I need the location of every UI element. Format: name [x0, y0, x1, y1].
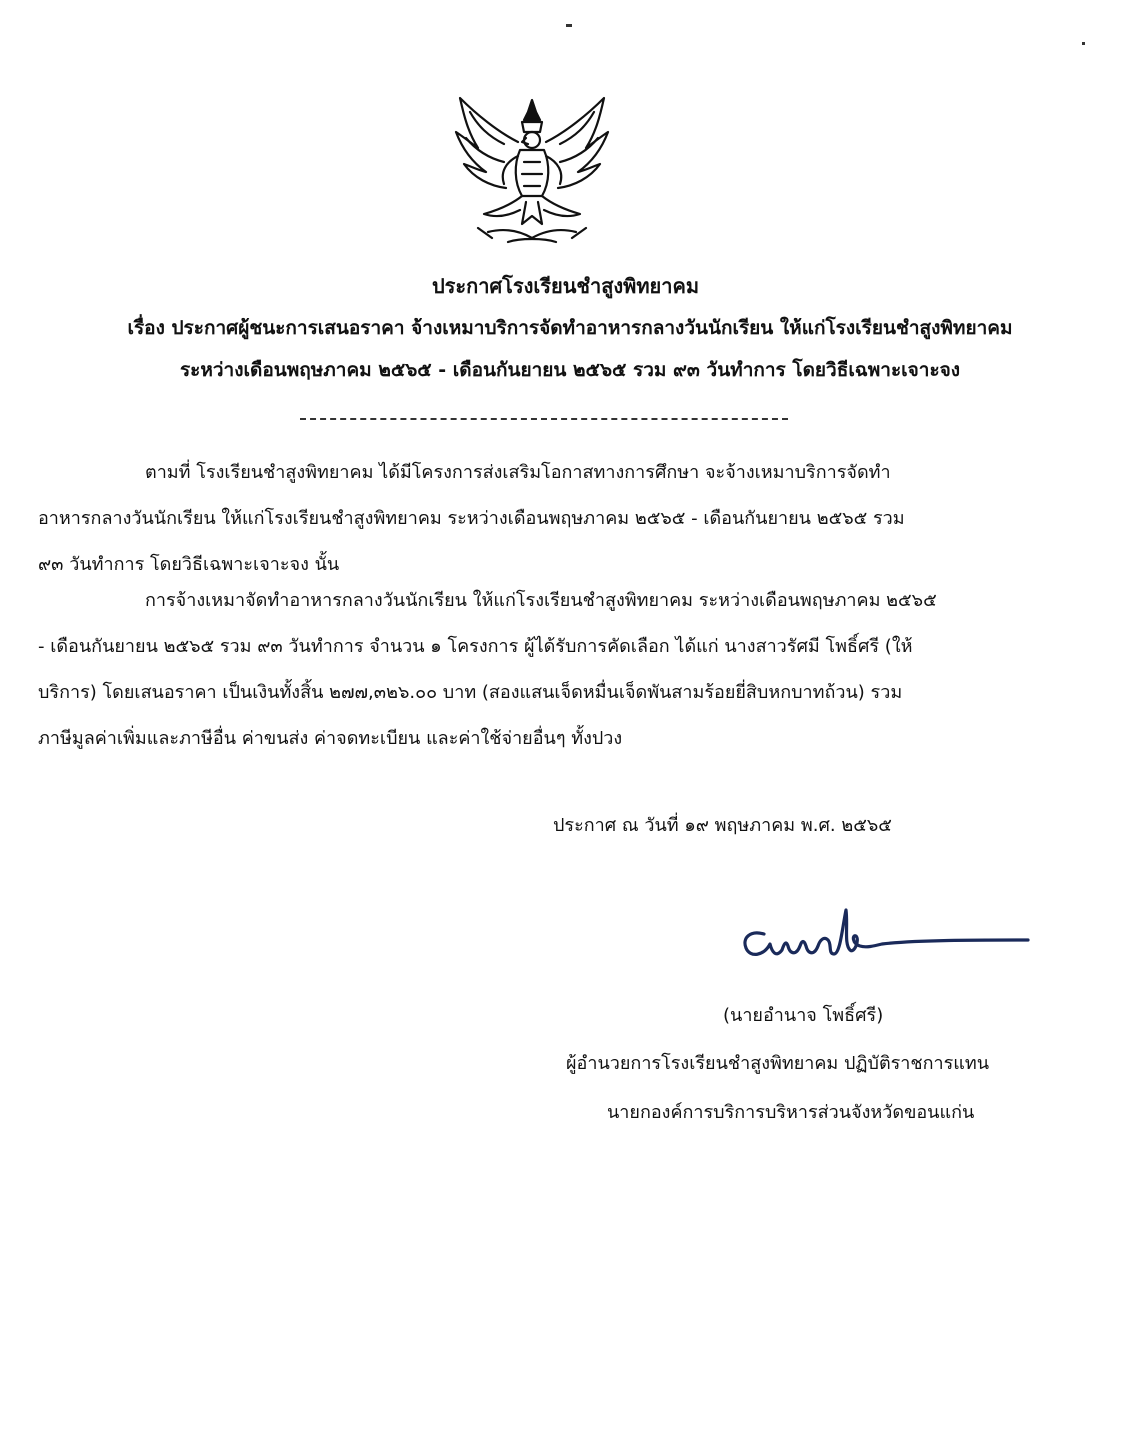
signatory-position-1: ผู้อำนวยการโรงเรียนชำสูงพิทยาคม ปฏิบัติราชการแทน — [566, 1053, 990, 1074]
handwritten-signature-icon — [736, 900, 1036, 970]
signatory-name: (นายอำนาจ โพธิ์ศรี) — [723, 1005, 884, 1026]
announcement-date: ประกาศ ณ วันที่ ๑๙ พฤษภาคม พ.ศ. ๒๕๖๕ — [553, 815, 892, 836]
para2-line-1: การจ้างเหมาจัดทำอาหารกลางวันนักเรียน ให้แก่โรงเรียนชำสูงพิทยาคม ระหว่างเดือนพฤษภาคม ๒๕๖๕ — [145, 590, 937, 611]
para2-line-2: - เดือนกันยายน ๒๕๖๕ รวม ๙๓ วันทำการ จำนวน ๑ โครงการ ผู้ได้รับการคัดเลือก ได้แก่ นางสาวรัศมี โพธิ์ศรี (ให้ — [38, 636, 913, 657]
para1-line-2: อาหารกลางวันนักเรียน ให้แก่โรงเรียนชำสูงพิทยาคม ระหว่างเดือนพฤษภาคม ๒๕๖๕ - เดือนกันยายน ๒๕๖๕ รวม — [38, 508, 905, 529]
para2-line-3: บริการ) โดยเสนอราคา เป็นเงินทั้งสิ้น ๒๗๗,๓๒๖.๐๐ บาท (สองแสนเจ็ดหมื่นเจ็ดพันสามร้อยยี่สิบหกบาทถ้วน) รวม — [38, 682, 903, 703]
announcement-title: ประกาศโรงเรียนชำสูงพิทยาคม — [431, 274, 700, 298]
para1-line-1: ตามที่ โรงเรียนชำสูงพิทยาคม ได้มีโครงการส่งเสริมโอกาสทางการศึกษา จะจ้างเหมาบริการจัดทำ — [145, 462, 891, 483]
dashed-divider — [300, 418, 788, 420]
subject-line-1: เรื่อง ประกาศผู้ชนะการเสนอราคา จ้างเหมาบริการจัดทำอาหารกลางวันนักเรียน ให้แก่โรงเรียนชำสูงพิทยาคม — [127, 317, 1013, 339]
para1-line-3: ๙๓ วันทำการ โดยวิธีเฉพาะเจาะจง นั้น — [38, 554, 340, 575]
scan-speck — [1082, 42, 1085, 45]
signatory-position-2: นายกองค์การบริการบริหารส่วนจังหวัดขอนแก่น — [607, 1102, 975, 1123]
scan-speck — [566, 24, 572, 27]
para2-line-4: ภาษีมูลค่าเพิ่มและภาษีอื่น ค่าขนส่ง ค่าจดทะเบียน และค่าใช้จ่ายอื่นๆ ทั้งปวง — [38, 728, 623, 749]
garuda-emblem-icon — [448, 92, 616, 252]
subject-line-2: ระหว่างเดือนพฤษภาคม ๒๕๖๕ - เดือนกันยายน ๒๕๖๕ รวม ๙๓ วันทำการ โดยวิธีเฉพาะเจาะจง — [179, 359, 961, 381]
